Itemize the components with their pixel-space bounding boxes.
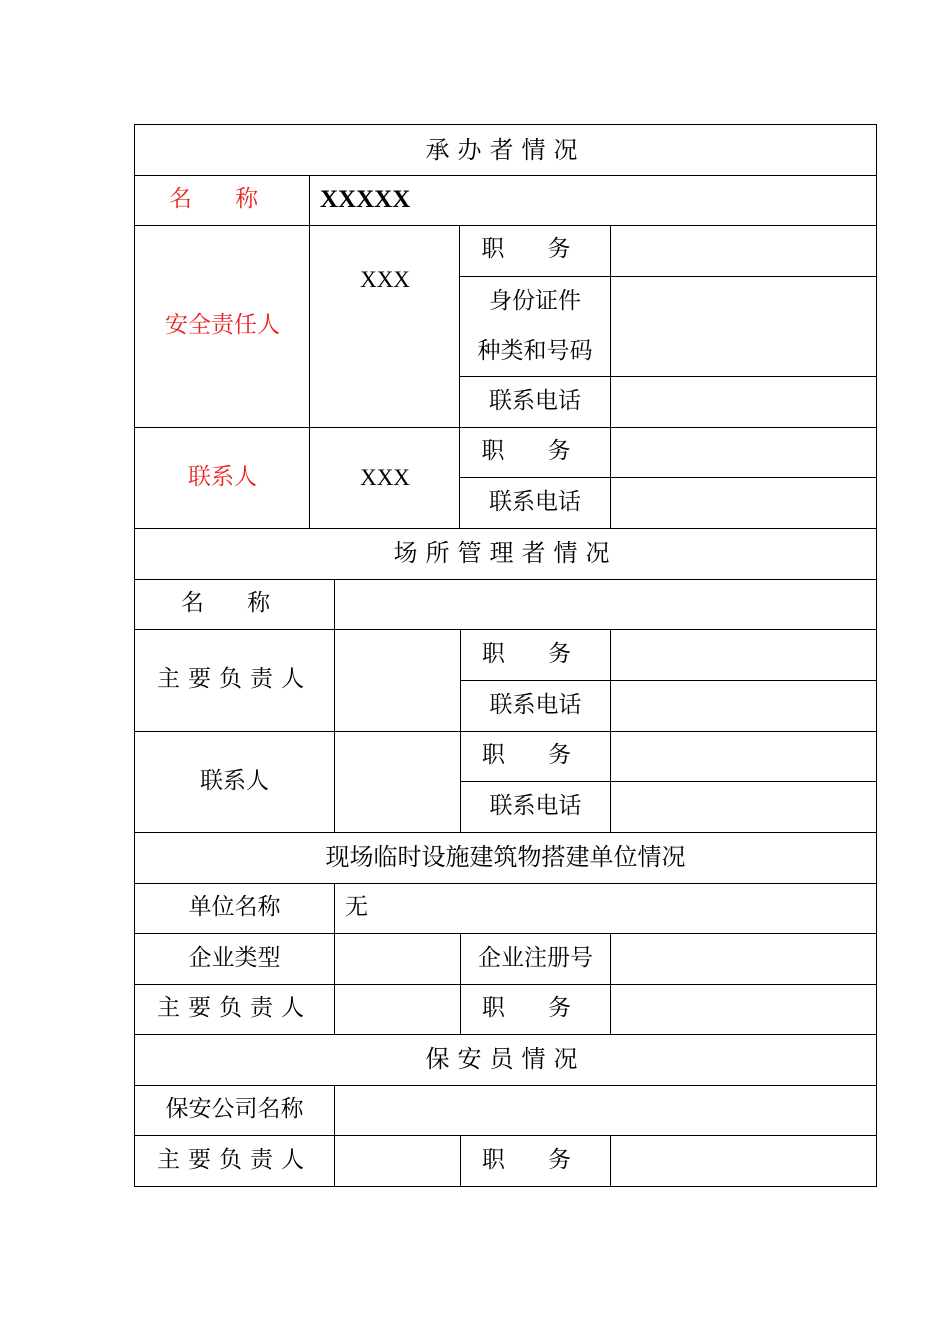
safety-position-value[interactable] (611, 225, 876, 275)
venue-name-value[interactable] (335, 579, 876, 629)
venue-principal-name[interactable] (335, 629, 460, 731)
venue-contact-phone-label: 联系电话 (489, 792, 582, 819)
builder-unit-name-label: 单位名称 (188, 894, 281, 921)
organizer-contact-label: 联系人 (188, 463, 257, 490)
rule (334, 1085, 335, 1186)
builder-enterprise-type-label: 企业类型 (188, 944, 281, 971)
venue-principal-position-label: 职 务 (481, 640, 590, 667)
builder-principal-value[interactable] (335, 984, 460, 1034)
security-principal-label: 主要负责人 (157, 1146, 312, 1173)
rule (460, 477, 877, 478)
builder-section-title: 现场临时设施建筑物搭建单位情况 (325, 843, 686, 872)
rule (461, 781, 877, 782)
venue-contact-name[interactable] (335, 731, 460, 832)
rule (610, 629, 611, 832)
organizer-contact-position-label: 职 务 (481, 438, 589, 465)
organizer-contact-phone-value[interactable] (611, 478, 876, 528)
rule (460, 629, 461, 832)
rule (134, 1085, 877, 1086)
rule (309, 175, 310, 528)
table-border-right (876, 124, 877, 1187)
venue-contact-position-label: 职 务 (481, 742, 590, 769)
safety-id-value[interactable] (611, 276, 876, 376)
organizer-contact-phone-label: 联系电话 (489, 489, 581, 516)
rule (610, 1135, 611, 1186)
venue-contact-phone-value[interactable] (611, 781, 876, 832)
rule (134, 427, 877, 428)
builder-enterprise-type-value[interactable] (335, 933, 460, 984)
venue-principal-label: 主要负责人 (157, 666, 312, 693)
safety-person-name: XXX (360, 267, 410, 293)
venue-principal-phone-label: 联系电话 (489, 691, 582, 718)
rule (134, 1135, 877, 1136)
table-border-left (134, 124, 135, 1187)
rule (134, 731, 877, 732)
builder-registration-value[interactable] (611, 933, 876, 984)
organizer-section-title: 承办者情况 (425, 135, 586, 164)
security-section-title: 保安员情况 (425, 1045, 586, 1074)
security-company-label: 保安公司名称 (165, 1096, 304, 1123)
organizer-contact-name: XXX (360, 464, 410, 490)
security-position-label: 职 务 (481, 1146, 590, 1173)
safety-phone-value[interactable] (611, 377, 876, 427)
rule (134, 528, 877, 529)
builder-principal-label: 主要负责人 (157, 995, 312, 1022)
safety-id-label-line1: 身份证件 (489, 288, 581, 314)
venue-contact-position-value[interactable] (611, 731, 876, 781)
venue-name-label: 名 称 (180, 590, 289, 617)
venue-contact-label: 联系人 (200, 767, 269, 794)
safety-id-label (460, 276, 610, 376)
rule (459, 225, 460, 528)
rule (460, 376, 877, 377)
safety-person-label: 安全责任人 (165, 312, 280, 339)
rule (334, 579, 335, 832)
rule (134, 832, 877, 833)
builder-registration-label: 企业注册号 (478, 944, 593, 971)
safety-phone-label: 联系电话 (489, 388, 581, 415)
table-border-bottom (134, 1186, 877, 1187)
rule (134, 175, 877, 176)
builder-unit-name-value[interactable]: 无 (345, 894, 368, 921)
security-position-value[interactable] (611, 1135, 876, 1186)
rule (134, 225, 877, 226)
table-border-top (134, 124, 877, 125)
rule (334, 883, 335, 1034)
rule (134, 629, 877, 630)
rule (134, 579, 877, 580)
rule (460, 1135, 461, 1186)
venue-principal-position-value[interactable] (611, 629, 876, 680)
security-company-value[interactable] (335, 1085, 876, 1135)
rule (610, 225, 611, 528)
organizer-name-value: XXXXX (320, 186, 411, 213)
rule (460, 933, 461, 1034)
builder-position-value[interactable] (611, 984, 876, 1034)
venue-section-title: 场所管理者情况 (393, 539, 618, 568)
rule (134, 883, 877, 884)
rule (610, 933, 611, 1034)
venue-principal-phone-value[interactable] (611, 680, 876, 731)
rule (134, 984, 877, 985)
safety-position-label: 职 务 (481, 236, 589, 263)
builder-position-label: 职 务 (481, 995, 590, 1022)
security-principal-value[interactable] (335, 1135, 460, 1186)
rule (461, 680, 877, 681)
organizer-contact-position-value[interactable] (611, 427, 876, 477)
safety-id-label-line2: 种类和号码 (477, 338, 593, 364)
rule (460, 276, 877, 277)
rule (134, 933, 877, 934)
rule (134, 1034, 877, 1035)
organizer-name-label: 名 称 (168, 186, 277, 213)
